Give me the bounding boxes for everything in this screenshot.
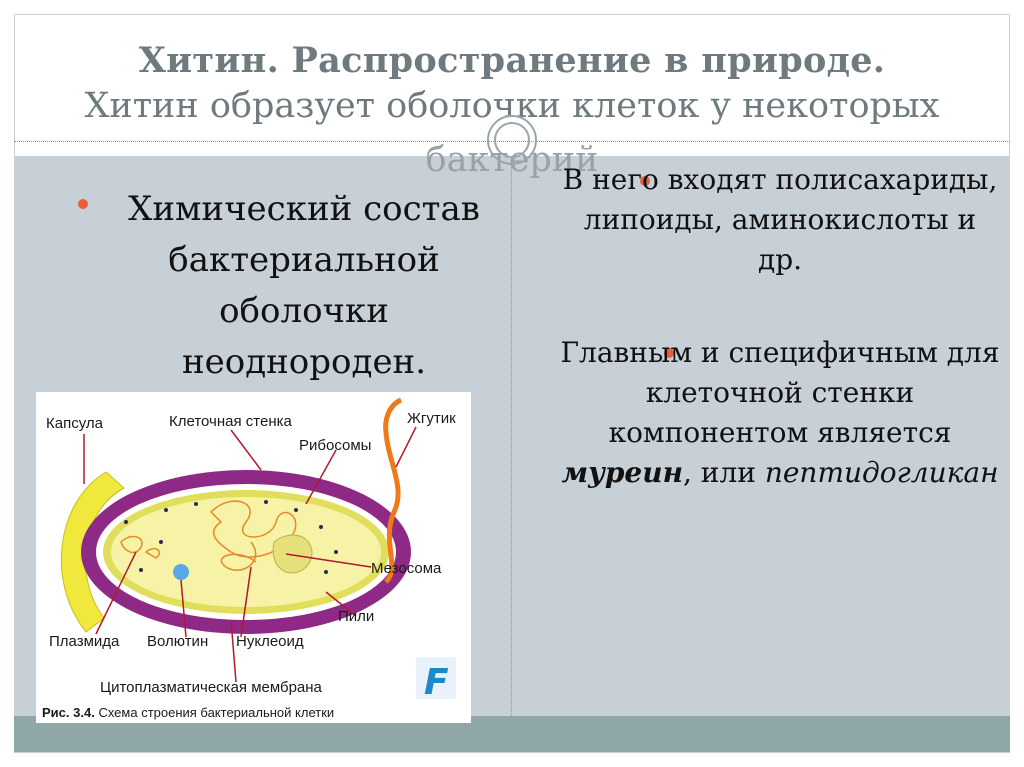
label-cell-wall: Клеточная стенка [169, 413, 292, 430]
label-volutin: Волютин [147, 633, 209, 650]
murein-term: муреин [561, 456, 683, 490]
left-bullet-text: Химический состав бактериальной оболочки неоднороден. [128, 189, 480, 382]
peptidoglycan-term: пептидогликан [764, 456, 999, 490]
label-nucleoid: Нуклеоид [236, 633, 304, 650]
label-pili: Пили [338, 608, 375, 625]
title-line-1: Хитин. Распространение в природе. [138, 40, 886, 81]
bacterial-cell-diagram [36, 392, 471, 723]
label-plasmid: Плазмида [49, 633, 120, 650]
label-capsule: Капсула [46, 415, 103, 432]
logo-icon: F [424, 662, 449, 703]
right-bullet-2-mid: , или [683, 456, 756, 490]
label-mesosome: Мезосома [371, 560, 442, 577]
right-bullet-2 [560, 333, 1000, 493]
bullet-icon [78, 199, 88, 209]
bacterial-cell-figure [36, 392, 471, 723]
column-divider [511, 164, 512, 716]
caption-text: Схема строения бактериальной клетки [98, 705, 335, 720]
title-line-3: бактерий [425, 140, 599, 180]
label-membrane: Цитоплазматическая мембрана [100, 679, 322, 696]
figure-caption [42, 705, 334, 720]
label-ribosomes: Рибосомы [299, 437, 372, 454]
caption-number: Рис. 3.4. [42, 705, 95, 720]
right-bullet-2-prefix: Главным и специфичным для клеточной стенки компонентом является [560, 336, 1000, 450]
label-flagellum: Жгутик [407, 410, 456, 427]
decorative-circles-icon [484, 114, 540, 170]
right-bullet-1: В него входят полисахариды, липоиды, аминокислоты и др. [562, 163, 998, 277]
title-line-2: Хитин образует оболочки клеток у некоторых [84, 86, 940, 126]
